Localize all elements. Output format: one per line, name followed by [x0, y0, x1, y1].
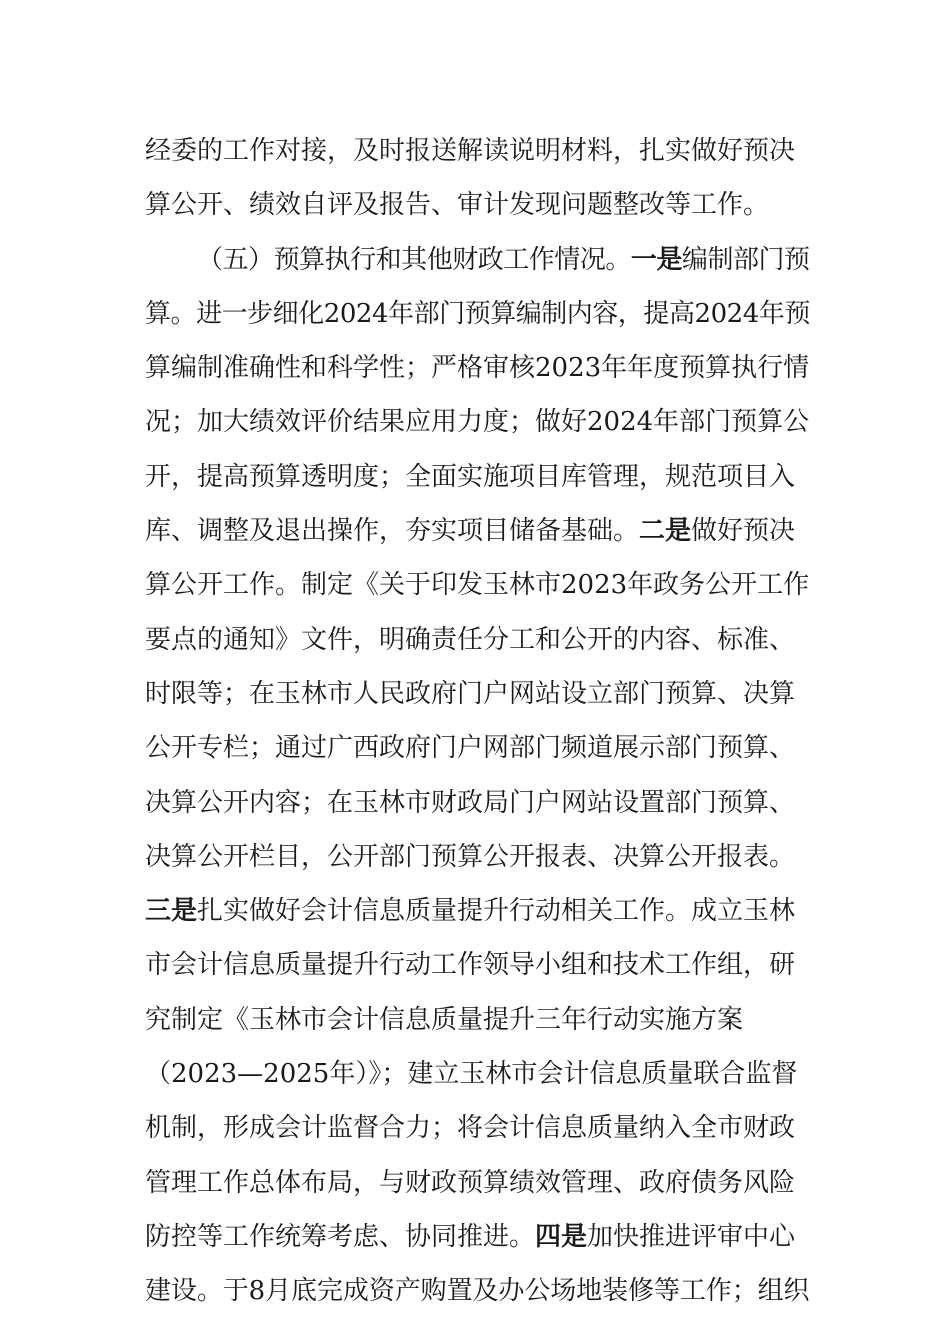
text-line: [145, 613, 810, 667]
text-segment: 市会计信息质量提升行动工作领导小组和技术工作组，研: [145, 950, 796, 981]
text-line: [145, 504, 810, 558]
text-line: [145, 1047, 810, 1101]
text-line: [145, 884, 810, 938]
section-heading: （五）预算执行和其他财政工作情况。: [197, 244, 631, 275]
paragraph-start-line: [145, 233, 810, 287]
text-line: [145, 287, 810, 341]
bold-marker: 四是: [535, 1221, 588, 1252]
text-segment: 经委的工作对接，及时报送解读说明材料，扎实做好预决: [145, 136, 796, 166]
text-line: [145, 1210, 810, 1264]
text-line: [145, 993, 810, 1047]
text-segment: 要点的通知》文件，明确责任分工和公开的内容、标准、: [145, 624, 796, 655]
document-body: [145, 124, 810, 1319]
text-line: [145, 124, 810, 178]
text-segment: 做好预决: [691, 516, 796, 547]
bold-marker: 一是: [630, 244, 682, 275]
text-segment: 决算公开栏目，公开部门预算公开报表、决算公开报表。: [145, 841, 796, 872]
text-segment: 建设。于8月底完成资产购置及办公场地装修等工作；组织: [145, 1276, 810, 1307]
text-line: [145, 938, 810, 992]
bold-marker: 二是: [639, 516, 692, 547]
text-segment: 库、调整及退出操作，夯实项目储备基础。: [145, 516, 640, 547]
text-segment: 算公开工作。制定《关于印发玉林市2023年政务公开工作: [145, 570, 810, 601]
text-segment: 公开专栏；通过广西政府门户网部门频道展示部门预算、: [145, 733, 796, 764]
text-segment: 开，提高预算透明度；全面实施项目库管理，规范项目入: [145, 461, 796, 492]
text-line: [145, 721, 810, 775]
text-segment: 防控等工作统筹考虑、协同推进。: [145, 1221, 536, 1252]
text-segment: 扎实做好会计信息质量提升行动相关工作。成立玉林: [197, 896, 796, 927]
text-segment: 算编制准确性和科学性；严格审核2023年年度预算执行情: [145, 353, 810, 384]
text-line: [145, 1156, 810, 1210]
text-segment: 决算公开内容；在玉林市财政局门户网站设置部门预算、: [145, 787, 796, 818]
text-line: [145, 178, 810, 232]
text-segment: 加快推进评审中心: [587, 1221, 796, 1252]
text-line: [145, 830, 810, 884]
text-line: [145, 450, 810, 504]
bold-marker: 三是: [145, 896, 198, 927]
text-segment: 机制，形成会计监督合力；将会计信息质量纳入全市财政: [145, 1113, 796, 1144]
text-line: [145, 341, 810, 395]
text-line: [145, 1264, 810, 1318]
text-segment: （2023—2025年）》；建立玉林市会计信息质量联合监督: [145, 1059, 798, 1090]
text-line: [145, 1101, 810, 1155]
text-segment: 时限等；在玉林市人民政府门户网站设立部门预算、决算: [145, 678, 796, 709]
text-segment: 况；加大绩效评价结果应用力度；做好2024年部门预算公: [145, 407, 810, 438]
text-segment: 算。进一步细化2024年部门预算编制内容，提高2024年预: [145, 298, 810, 329]
text-line: [145, 558, 810, 612]
text-segment: 究制定《玉林市会计信息质量提升三年行动实施方案: [145, 1004, 744, 1035]
text-line: [145, 776, 810, 830]
text-line: [145, 395, 810, 449]
text-segment: 算公开、绩效自评及报告、审计发现问题整改等工作。: [145, 190, 770, 221]
text-segment: 管理工作总体布局，与财政预算绩效管理、政府债务风险: [145, 1167, 796, 1198]
text-line: [145, 667, 810, 721]
text-segment: 编制部门预: [681, 244, 810, 275]
